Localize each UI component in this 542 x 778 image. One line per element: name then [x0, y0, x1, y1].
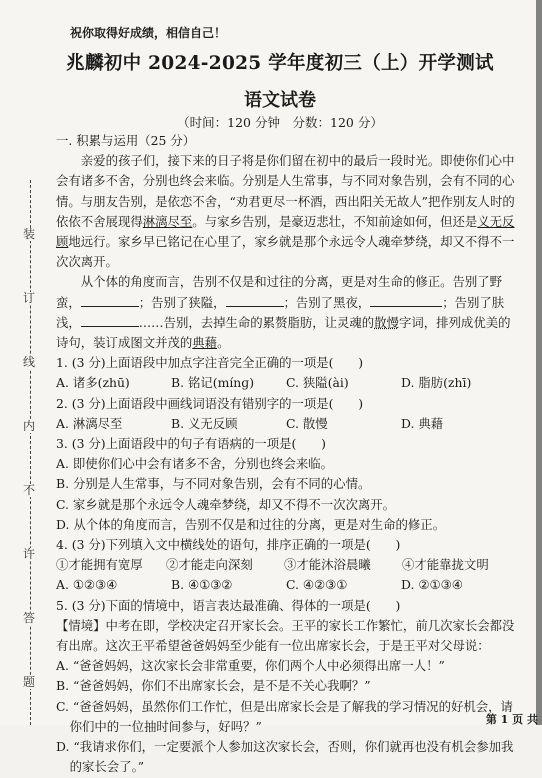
option-d[interactable]: D. 从个体的角度而言，告别不仅是和过往的分离，更是对生命的修正。 [56, 516, 446, 532]
question-4-items [56, 555, 516, 575]
option-b[interactable]: B. “爸爸妈妈，你们不出席家长会，是不是不关心我啊？” [56, 678, 371, 694]
passage-text: 字词，排列成优美的诗句，装订成图文并茂的 [56, 314, 511, 351]
page-edge-shadow [536, 0, 542, 725]
passage-text: ；告别了狭隘， [138, 294, 226, 310]
underlined-word: 淋漓尽至 [142, 213, 193, 229]
passage-text: 地远行。家乡早已铭记在心里了，家乡就是那个永远令人魂牵梦绕，却又不得不一次次离开。 [56, 234, 515, 270]
question-5-context: 【情境】中考在即，学校决定召开家长会。王平的家长工作繁忙，前几次家长会都没有出席。这次王平希望爸爸妈妈至少能有一位出席家长会，于是王平对父母说： [56, 617, 515, 654]
question-2-stem: 2. (3 分)上面语段中画线词语没有错别字的一项是( ) [56, 395, 364, 411]
binding-cut-line [30, 180, 31, 725]
passage-text: ……告别，去掉生命的累赘脂肪，让灵魂的 [138, 314, 375, 330]
sentence-item: ④才能靠拢文明 [402, 557, 489, 573]
question-1-options [56, 373, 516, 393]
passage-text: 。 [217, 335, 230, 351]
passage-text: 。与家乡告别，是豪迈悲壮，不知前途如何，但还是 [192, 213, 478, 229]
binding-char: 许 [23, 547, 36, 561]
option-d[interactable]: D. “我请求你们，一定要派个人参加这次家长会，否则，你们就再也没有机会参加我的家长会了。” [56, 739, 514, 775]
section-heading: 一. 积累与运用（25 分） [56, 133, 196, 148]
sentence-item: ②才能走向深刻 [166, 557, 253, 573]
passage-text: 亲爱的孩子们，接下来的日子将是你们留在初中的最后一段时光。即使你们心中会有诸多不舍，分别也终会来临。分别是人生常事，与不同对象告别，会有不同的心情。与朋友告别，是依恋不舍，“劝君更尽一杯酒，西出阳关无故人”把作别友人时的依依不舍展现得 [56, 153, 515, 229]
option-c[interactable]: C. 家乡就是那个永远令人魂牵梦绕，却又不得不一次次离开。 [56, 496, 396, 512]
fill-blank[interactable] [226, 294, 284, 307]
passage-paragraph-2 [56, 272, 516, 353]
question-3-stem: 3. (3 分)上面语段中的句子有语病的一项是( ) [56, 436, 326, 452]
binding-char: 线 [23, 355, 36, 369]
question-4-options [56, 575, 516, 595]
sentence-item: ③才能沐浴晨曦 [284, 557, 371, 573]
binding-char: 不 [23, 483, 36, 497]
question-2-options [56, 414, 516, 434]
binding-char: 答 [23, 611, 36, 625]
exam-subtitle: 语文试卷 [244, 90, 316, 111]
question-1-stem: 1. (3 分)上面语段中加点字注音完全正确的一项是( ) [56, 355, 364, 371]
fill-blank[interactable] [370, 294, 442, 307]
question-4-stem: 4. (3 分)下列填入文中横线处的语句，排序正确的一项是( ) [56, 537, 401, 553]
option-a[interactable]: A. 淋漓尽至 [56, 415, 123, 431]
option-a[interactable]: A. 诸多(zhū) [56, 375, 130, 391]
fill-blank[interactable] [81, 294, 139, 307]
binding-char: 内 [23, 419, 36, 433]
underlined-word: 义无反顾 [56, 213, 515, 250]
option-c[interactable]: C. 狭隘(ài) [286, 375, 349, 391]
option-b[interactable]: B. ④①③② [171, 577, 233, 593]
passage-text: ；告别了肤浅， [56, 294, 505, 330]
header-note: 祝你取得好成绩，相信自己！ [70, 26, 227, 40]
option-d[interactable]: D. 典藉 [401, 415, 444, 431]
option-a[interactable]: A. 即使你们心中会有诸多不舍，分别也终会来临。 [56, 456, 334, 472]
underlined-word: 典藉 [192, 335, 218, 351]
exam-title: 兆麟初中 2024-2025 学年度初三（上）开学测试 [66, 53, 494, 74]
passage-paragraph-1 [56, 151, 516, 272]
question-5-stem: 5. (3 分)下面的情境中，语言表达最准确、得体的一项是( ) [56, 597, 401, 613]
fill-blank[interactable] [81, 314, 139, 327]
option-b[interactable]: B. 铭记(mínɡ) [171, 375, 255, 391]
option-c[interactable]: C. ④②③① [286, 577, 348, 593]
option-d[interactable]: D. ②①③④ [401, 577, 463, 593]
page-number: 第 1 页 共 [485, 713, 538, 726]
passage-text: 从个体的角度而言，告别不仅是和过往的分离，更是对生命的修正。告别了野蛮， [56, 274, 503, 310]
exam-meta: （时间：120 分钟 分数：120 分） [177, 115, 383, 130]
binding-margin [0, 180, 44, 725]
option-b[interactable]: B. 分别是人生常事，与不同对象告别，会有不同的心情。 [56, 476, 371, 492]
binding-char: 装 [23, 227, 36, 241]
exam-content [56, 131, 516, 778]
sentence-item: ①才能拥有宽厚 [56, 557, 143, 573]
option-d[interactable]: D. 脂肪(zhī) [401, 375, 472, 391]
passage-text: ；告别了黑夜， [283, 294, 371, 310]
binding-char: 订 [23, 291, 36, 305]
option-b[interactable]: B. 义无反顾 [171, 415, 238, 431]
binding-char: 题 [23, 675, 36, 689]
underlined-word: 散慢 [374, 314, 399, 330]
option-a[interactable]: A. “爸爸妈妈，这次家长会非常重要，你们两个人中必须得出席一人！” [56, 658, 445, 674]
option-c[interactable]: C. “爸爸妈妈，虽然你们工作忙，但是出席家长会是了解我的学习情况的好机会，请你们中的一位抽时间参与，好吗？” [56, 698, 513, 734]
option-a[interactable]: A. ①②③④ [56, 577, 118, 593]
option-c[interactable]: C. 散慢 [286, 415, 328, 431]
